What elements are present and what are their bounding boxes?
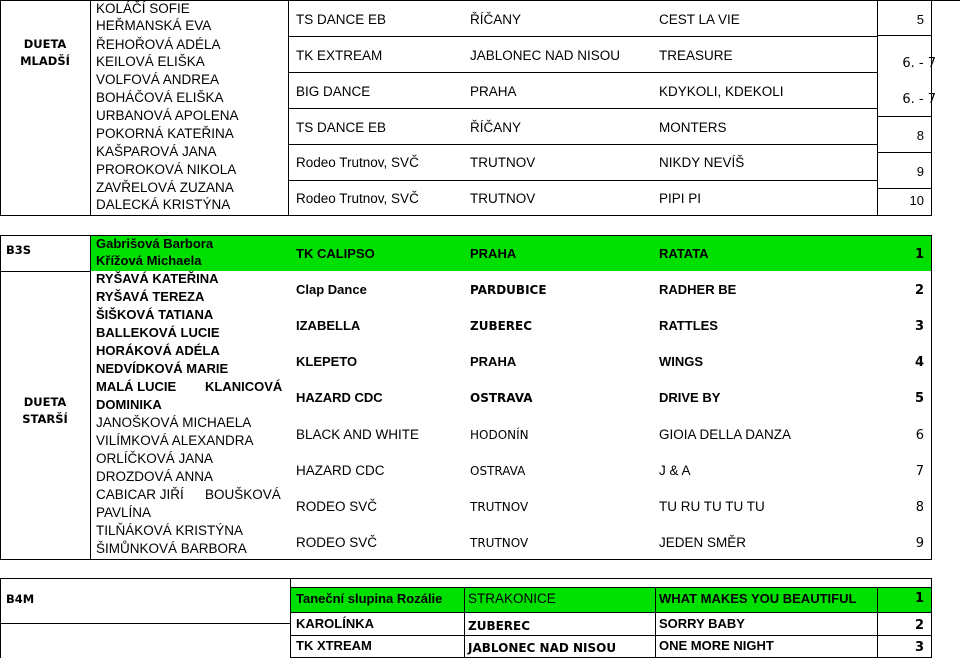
dancer-name: URBANOVÁ APOLENA — [96, 108, 239, 123]
choreo-title: J & A — [659, 463, 691, 478]
city-name: TRUTNOV — [470, 500, 529, 514]
category-code: B3S — [6, 243, 32, 257]
place-number: 10 — [909, 193, 924, 208]
dancer-name: TILŇÁKOVÁ KRISTÝNA — [96, 523, 244, 538]
dancer-name: RYŠAVÁ TEREZA — [96, 289, 205, 304]
dancer-name: DROZDOVÁ ANNA — [96, 469, 214, 484]
club-name: TK XTREAM — [296, 638, 372, 653]
dancer-name: MALÁ LUCIE — [96, 379, 177, 394]
club-name: KLEPETO — [296, 354, 358, 369]
category-code: B4M — [6, 592, 35, 606]
choreo-title: RATATA — [659, 246, 709, 261]
dancer-name: DOMINIKA — [96, 397, 162, 412]
club-name: Taneční slupina Rozálie — [296, 591, 443, 606]
dancer-name: PAVLÍNA — [96, 505, 152, 520]
dancer-name: NEDVÍDKOVÁ MARIE — [96, 361, 229, 376]
dancer-name: Křížová Michaela — [96, 253, 202, 268]
dancer-name: HORÁKOVÁ ADÉLA — [96, 343, 220, 358]
city-name: OSTRAVA — [470, 464, 526, 478]
dancer-name: BALLEKOVÁ LUCIE — [96, 325, 220, 340]
city-name: TRUTNOV — [470, 191, 536, 206]
dancer-name: VILÍMKOVÁ ALEXANDRA — [96, 433, 254, 448]
club-name: TK CALIPSO — [296, 246, 375, 261]
place-number: 7 — [915, 464, 924, 479]
city-name: PRAHA — [470, 354, 517, 369]
choreo-title: DRIVE BY — [659, 390, 721, 405]
place-number: 8 — [915, 500, 924, 515]
club-name: Clap Dance — [296, 282, 367, 297]
dancer-name: KEILOVÁ ELIŠKA — [96, 54, 205, 69]
dancer-name: POKORNÁ KATEŘINA — [96, 126, 234, 141]
dancer-name: JANOŠKOVÁ MICHAELA — [96, 415, 252, 430]
choreo-title: NIKDY NEVÍŠ — [659, 155, 745, 170]
dancer-name: CABICAR JIŘÍ — [96, 487, 184, 502]
place-number: 5 — [916, 12, 924, 27]
dancer-name: ŠIMŮNKOVÁ BARBORA — [96, 541, 247, 556]
city-name: ŘÍČANY — [470, 120, 522, 135]
choreo-title: RATTLES — [659, 318, 718, 333]
club-name: Rodeo Trutnov, SVČ — [296, 155, 419, 170]
dancer-name: BOUŠKOVÁ — [205, 487, 281, 502]
choreo-title: TU RU TU TU TU — [659, 499, 765, 514]
place-number: 3 — [914, 319, 924, 334]
place-number: 1 — [914, 591, 924, 606]
category-label: DUETA STARŠÍ — [22, 395, 68, 426]
place-number: 6. - 7 — [902, 56, 936, 71]
city-name: JABLONEC NAD NISOU — [468, 641, 617, 655]
choreo-title: RADHER BE — [659, 282, 737, 297]
city-name: TRUTNOV — [470, 536, 529, 550]
dancer-name: PROROKOVÁ NIKOLA — [96, 162, 237, 177]
dancer-name: KOLÁČÍ SOFIE — [96, 1, 190, 16]
city-name: JABLONEC NAD NISOU — [470, 48, 621, 63]
choreo-title: CEST LA VIE — [659, 12, 740, 27]
choreo-title: ONE MORE NIGHT — [659, 638, 774, 653]
choreo-title: JEDEN SMĚR — [659, 535, 747, 550]
choreo-title: GIOIA DELLA DANZA — [659, 427, 792, 442]
city-name: PARDUBICE — [470, 283, 547, 297]
category-label: DUETA MLADŠÍ — [20, 37, 70, 68]
club-name: Rodeo Trutnov, SVČ — [296, 191, 419, 206]
club-name: BIG DANCE — [296, 84, 371, 99]
dancer-name: DALECKÁ KRISTÝNA — [96, 197, 231, 212]
place-number: 6 — [915, 428, 924, 443]
city-name: ŘÍČANY — [470, 12, 522, 27]
city-name: PRAHA — [470, 84, 517, 99]
club-name: TK EXTREAM — [296, 48, 383, 63]
club-name: TS DANCE EB — [296, 120, 387, 135]
choreo-title: SORRY BABY — [659, 616, 745, 631]
club-name: RODEO SVČ — [296, 535, 378, 550]
city-name: STRAKONICE — [468, 591, 556, 606]
choreo-title: WINGS — [659, 354, 704, 369]
city-name: HODONÍN — [470, 428, 529, 442]
city-name: ZUBEREC — [470, 319, 533, 333]
place-number: 1 — [914, 247, 924, 262]
club-name: BLACK AND WHITE — [296, 427, 420, 442]
dancer-name: ZAVŘELOVÁ ZUZANA — [96, 180, 234, 195]
place-number: 2 — [914, 618, 924, 633]
place-number: 6. - 7 — [902, 92, 936, 107]
club-name: HAZARD CDC — [296, 390, 383, 405]
club-name: HAZARD CDC — [296, 463, 385, 478]
club-name: TS DANCE EB — [296, 12, 387, 27]
choreo-title: MONTERS — [659, 120, 727, 135]
city-name: OSTRAVA — [470, 391, 533, 405]
city-name: ZUBEREC — [468, 619, 531, 633]
place-number: 2 — [914, 283, 924, 298]
choreo-title: PIPI PI — [659, 191, 702, 206]
dancer-name: VOLFOVÁ ANDREA — [96, 72, 220, 87]
dancer-name: ORLÍČKOVÁ JANA — [96, 451, 214, 466]
dancer-name: KAŠPAROVÁ JANA — [96, 144, 217, 159]
dancer-name: ŠIŠKOVÁ TATIANA — [96, 307, 214, 322]
city-name: TRUTNOV — [470, 155, 536, 170]
choreo-title: TREASURE — [659, 48, 733, 63]
place-number: 9 — [916, 164, 924, 179]
place-number: 9 — [915, 536, 924, 551]
place-number: 5 — [914, 391, 924, 406]
dancer-name: Gabrišová Barbora — [96, 236, 214, 251]
dancer-name: ŘEHOŘOVÁ ADÉLA — [96, 37, 221, 52]
place-number: 8 — [916, 128, 924, 143]
dancer-name: BOHÁČOVÁ ELIŠKA — [96, 90, 224, 105]
dancer-name: RYŠAVÁ KATEŘINA — [96, 271, 219, 286]
city-name: PRAHA — [470, 246, 517, 261]
dancer-name: HEŘMANSKÁ EVA — [96, 18, 212, 33]
choreo-title: KDYKOLI, KDEKOLI — [659, 84, 784, 99]
club-name: IZABELLA — [296, 318, 361, 333]
place-number: 4 — [914, 355, 924, 370]
club-name: KAROLÍNKA — [296, 616, 374, 631]
dancer-name: KLANICOVÁ — [205, 379, 283, 394]
choreo-title: WHAT MAKES YOU BEAUTIFUL — [659, 591, 857, 606]
club-name: RODEO SVČ — [296, 499, 378, 514]
place-number: 3 — [914, 640, 924, 655]
